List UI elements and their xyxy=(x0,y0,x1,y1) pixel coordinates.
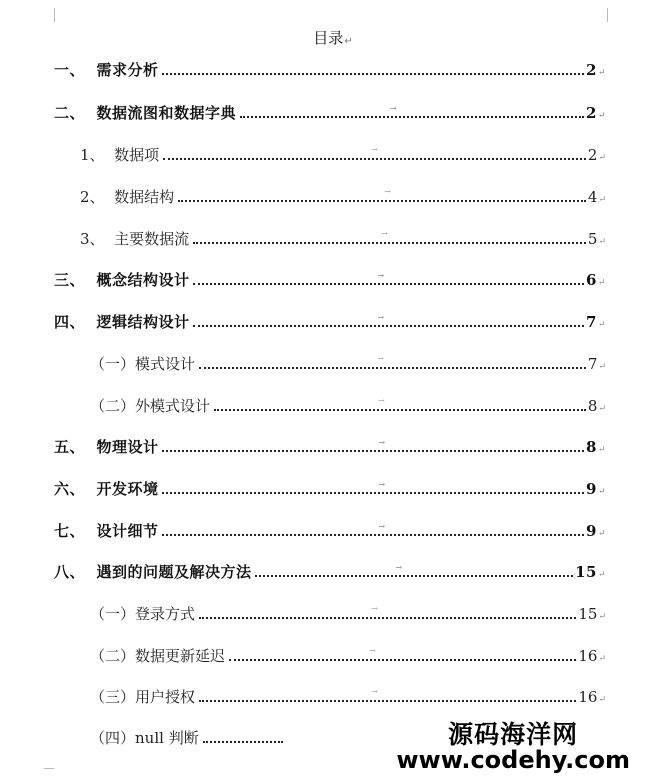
paragraph-mark-icon: ↵ xyxy=(598,695,606,705)
tab-arrow-icon: → xyxy=(371,687,378,696)
dot-leader xyxy=(162,73,584,75)
paragraph-mark-icon: ↵ xyxy=(597,445,606,455)
paragraph-mark-icon: ↵ xyxy=(598,237,606,247)
dot-leader xyxy=(193,312,584,327)
page-corner-mark xyxy=(607,8,622,22)
toc-entry-number: 五、 xyxy=(54,438,97,456)
paragraph-mark-icon: ↵ xyxy=(598,612,606,622)
tab-arrow-icon: → xyxy=(377,312,385,322)
toc-entry-number: 七、 xyxy=(54,522,97,540)
paragraph-mark-icon: ↵ xyxy=(598,404,606,414)
toc-entry-number: 三、 xyxy=(54,271,97,289)
toc-entry-number: （二） xyxy=(90,397,136,415)
toc-title-text: 目录 xyxy=(313,29,344,47)
tab-arrow-icon: → xyxy=(378,396,385,405)
toc-entry-page: 9 xyxy=(586,480,597,498)
toc-entry-label: 用户授权 xyxy=(135,688,196,706)
toc-entry-page: 4 xyxy=(587,188,598,206)
tab-arrow-icon: → xyxy=(378,437,386,447)
toc-entry[interactable] xyxy=(54,556,606,580)
tab-arrow-icon: → xyxy=(381,229,388,238)
toc-entry-page: 2 xyxy=(586,104,597,122)
toc-entry-page: 6 xyxy=(586,271,597,289)
toc-entry[interactable] xyxy=(90,390,606,414)
toc-title xyxy=(0,27,666,48)
toc-entry-number: 二、 xyxy=(54,104,97,122)
toc-entry-label: 模式设计 xyxy=(135,355,196,373)
dot-leader xyxy=(162,437,584,452)
toc-entry-page: 16 xyxy=(578,688,598,706)
tab-arrow-icon: → xyxy=(377,270,385,280)
toc-entry-page: 5 xyxy=(587,230,598,248)
page-corner-mark xyxy=(40,8,55,22)
toc-entry-page: 15 xyxy=(578,605,598,623)
toc-entry[interactable] xyxy=(90,722,350,746)
toc-entry[interactable] xyxy=(90,640,606,664)
paragraph-mark-icon: ↵ xyxy=(597,111,606,121)
toc-entry-number: 八、 xyxy=(54,563,97,581)
toc-entry[interactable] xyxy=(54,264,606,288)
toc-entry[interactable] xyxy=(54,54,606,78)
watermark-url: www.codehy.com xyxy=(396,745,630,774)
paragraph-mark-icon: ↵ xyxy=(597,487,606,497)
toc-entry-number: （四） xyxy=(90,729,136,747)
toc-entry[interactable] xyxy=(54,97,606,121)
toc-entry-number: 2、 xyxy=(80,188,115,206)
page-corner-mark xyxy=(44,768,54,779)
dot-leader xyxy=(193,229,586,244)
dot-leader xyxy=(240,103,584,118)
toc-entry-page: 8 xyxy=(587,397,598,415)
toc-entry-label: 逻辑结构设计 xyxy=(96,313,190,331)
dot-leader xyxy=(199,354,586,369)
paragraph-mark-icon: ↵ xyxy=(597,570,606,580)
toc-entry[interactable] xyxy=(90,348,606,372)
toc-entry-label: 登录方式 xyxy=(135,605,196,623)
toc-entry-page: 15 xyxy=(575,563,597,581)
dot-leader xyxy=(203,741,283,743)
toc-entry[interactable] xyxy=(54,473,606,497)
toc-entry-label: 主要数据流 xyxy=(114,230,190,248)
toc-entry-number: 六、 xyxy=(54,480,97,498)
toc-entry-label: 遇到的问题及解决方法 xyxy=(96,563,252,581)
dot-leader xyxy=(199,687,576,702)
toc-entry-number: （三） xyxy=(90,688,136,706)
tab-arrow-icon: → xyxy=(384,187,391,196)
toc-entry-label: null 判断 xyxy=(135,729,199,747)
paragraph-mark-icon: ↵ xyxy=(597,278,606,288)
tab-arrow-icon: → xyxy=(389,103,398,113)
toc-entry[interactable] xyxy=(80,139,606,163)
dot-leader xyxy=(162,479,584,494)
toc-entry[interactable] xyxy=(54,306,606,330)
paragraph-mark-icon: ↵ xyxy=(598,195,606,205)
toc-entry-label: 数据结构 xyxy=(114,188,175,206)
tab-arrow-icon: → xyxy=(378,521,386,531)
site-watermark xyxy=(396,719,630,774)
dot-leader xyxy=(178,187,586,202)
dot-leader xyxy=(214,396,586,411)
toc-entry-label: 开发环境 xyxy=(96,480,159,498)
toc-entry-number: （一） xyxy=(90,605,136,623)
paragraph-mark-icon: ↵ xyxy=(597,529,606,539)
dot-leader xyxy=(255,562,573,577)
toc-entry-label: 数据更新延迟 xyxy=(135,647,226,665)
toc-entry[interactable] xyxy=(80,181,606,205)
paragraph-mark-icon: ↵ xyxy=(597,68,606,78)
tab-arrow-icon: → xyxy=(369,646,376,655)
toc-entry-label: 数据流图和数据字典 xyxy=(96,104,236,122)
paragraph-mark-icon: ↵ xyxy=(344,36,353,47)
toc-entry[interactable] xyxy=(54,515,606,539)
toc-entry-number: 四、 xyxy=(54,313,97,331)
toc-entry-page: 2 xyxy=(586,61,597,79)
dot-leader xyxy=(162,521,584,536)
dot-leader xyxy=(199,604,576,619)
dot-leader xyxy=(229,646,576,661)
tab-arrow-icon: → xyxy=(395,562,403,572)
tab-arrow-icon: → xyxy=(377,354,384,363)
toc-entry-page: 9 xyxy=(586,522,597,540)
toc-entry[interactable] xyxy=(90,598,606,622)
toc-entry-label: 外模式设计 xyxy=(135,397,211,415)
toc-entry[interactable] xyxy=(90,681,606,705)
toc-entry[interactable] xyxy=(80,223,606,247)
toc-entry-page: 2 xyxy=(587,146,598,164)
toc-entry-number: （二） xyxy=(90,647,136,665)
toc-entry-number: 一、 xyxy=(54,61,97,79)
toc-entry-page: 7 xyxy=(586,313,597,331)
dot-leader xyxy=(163,145,586,160)
toc-entry-number: 3、 xyxy=(80,230,115,248)
tab-arrow-icon: → xyxy=(378,479,386,489)
tab-arrow-icon: → xyxy=(371,604,378,613)
toc-entry-label: 需求分析 xyxy=(96,61,159,79)
dot-leader xyxy=(193,270,584,285)
paragraph-mark-icon: ↵ xyxy=(598,362,606,372)
paragraph-mark-icon: ↵ xyxy=(597,320,606,330)
watermark-text: 源码海洋网 xyxy=(448,719,579,749)
toc-entry-label: 概念结构设计 xyxy=(96,271,190,289)
toc-entry-number: （一） xyxy=(90,355,136,373)
tab-arrow-icon: → xyxy=(371,145,378,154)
toc-entry-label: 数据项 xyxy=(114,146,160,164)
paragraph-mark-icon: ↵ xyxy=(598,153,606,163)
toc-entry-number: 1、 xyxy=(80,146,115,164)
toc-entry[interactable] xyxy=(54,431,606,455)
toc-entry-page: 8 xyxy=(586,438,597,456)
toc-entry-page: 16 xyxy=(578,647,598,665)
toc-entry-label: 设计细节 xyxy=(96,522,159,540)
paragraph-mark-icon: ↵ xyxy=(598,654,606,664)
toc-entry-label: 物理设计 xyxy=(96,438,159,456)
toc-entry-page: 7 xyxy=(587,355,598,373)
